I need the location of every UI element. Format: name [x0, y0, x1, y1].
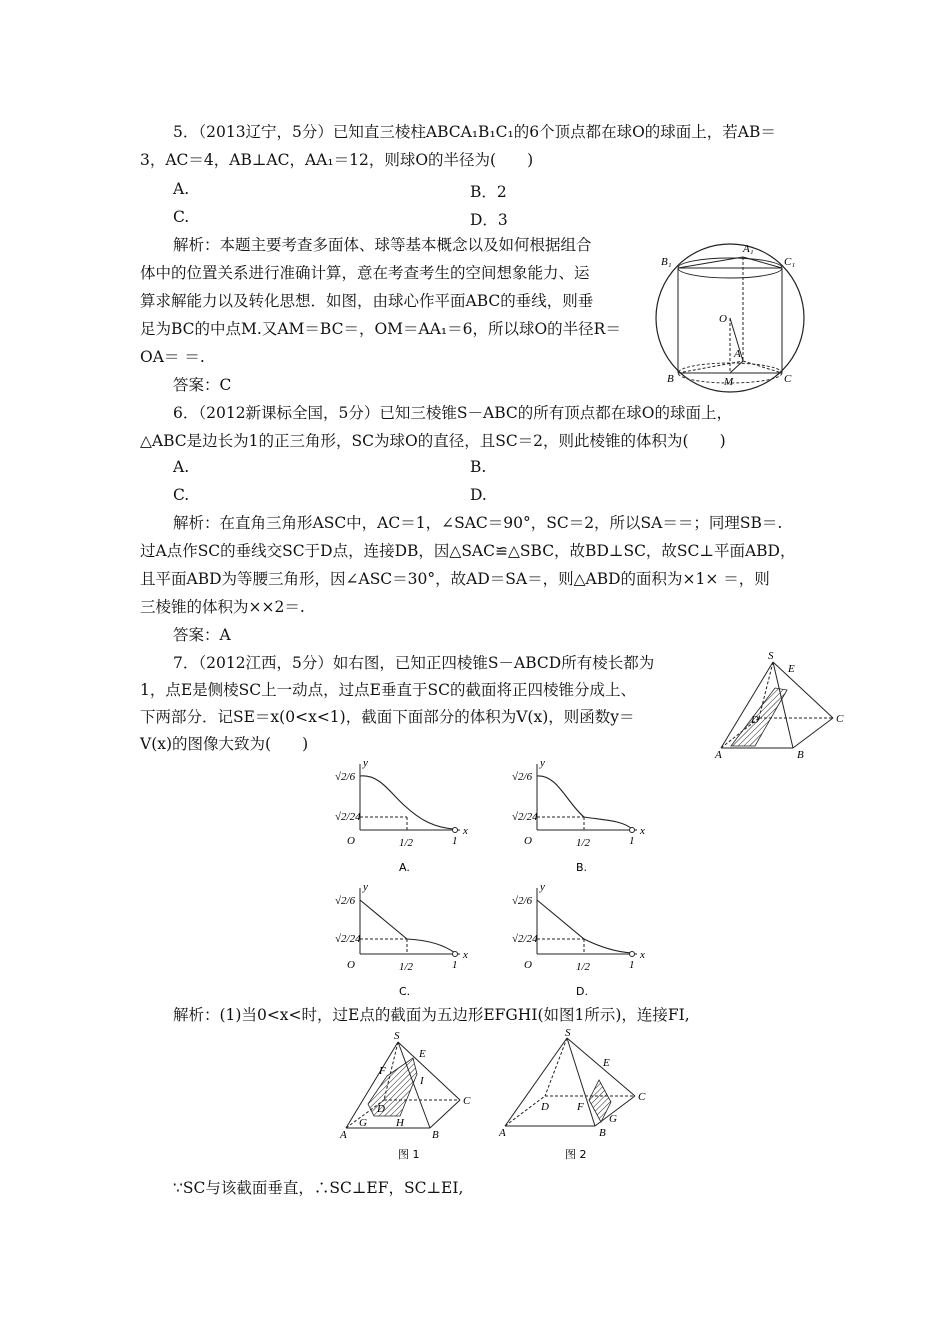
q7-graph-d-ytick-top: √2/6: [512, 895, 533, 907]
q7-graph-d-xtick-half: 1/2: [576, 961, 591, 973]
q7-fig2-label-g: G: [609, 1113, 617, 1125]
q5-solution-line4: 足为BC的中点M.又AM＝BC＝，OM＝AA₁＝6，所以球O的半径R＝: [140, 320, 621, 338]
q7-graph-d-y-axis: y: [540, 881, 545, 893]
q5-option-b: B．2: [470, 183, 507, 201]
q5-fig-label-a: A: [734, 348, 741, 360]
q6-option-b: B.: [470, 458, 487, 476]
q7-figure-2: [495, 1027, 655, 1170]
q7-fig1-label-g: G: [359, 1117, 367, 1129]
q7-graph-b-xtick-half: 1/2: [576, 837, 591, 849]
q7-stem-line1: 7．（2012江西，5分）如右图，已知正四棱锥S－ABCD所有棱长都为: [173, 654, 655, 672]
q7-graph-c-ytick-mid: √2/24: [335, 933, 361, 945]
q7-fig1-label-c: C: [463, 1095, 471, 1107]
q7-graph-d-caption: D.: [576, 985, 588, 998]
q5-solution-line3: 算求解能力以及转化思想．如图，由球心作平面ABC的垂线，则垂: [140, 292, 594, 310]
q6-option-a: A.: [173, 458, 190, 476]
q7-fig1-label-h: H: [396, 1117, 404, 1129]
q5-fig-label-c: C: [784, 373, 792, 385]
q7-fig1-label-b: B: [432, 1129, 439, 1141]
q7-pyr-label-a: A: [715, 749, 722, 761]
q7-fig2-label-b: B: [599, 1127, 606, 1139]
q6-option-c: C.: [173, 486, 190, 504]
q6-solution-line1: 解析：在直角三角形ASC中，AC＝1，∠SAC＝90°，SC＝2，所以SA＝＝；同理SB＝.: [173, 514, 783, 532]
q7-graph-b-ytick-mid: √2/24: [512, 811, 538, 823]
q7-graph-b-y-axis: y: [540, 757, 545, 769]
q7-graph-a-xtick-half: 1/2: [399, 837, 414, 849]
q7-fig1-label-a: A: [340, 1129, 347, 1141]
q7-graph-d-x-axis: x: [640, 949, 645, 961]
q6-stem-line1: 6．（2012新课标全国，5分）已知三棱锥S－ABC的所有顶点都在球O的球面上，: [173, 404, 732, 422]
q7-fig1-label-d: D: [377, 1103, 385, 1115]
q7-fig2-label-a: A: [499, 1127, 506, 1139]
q5-fig-label-c1: C₁: [784, 256, 796, 268]
q6-option-d: D.: [470, 486, 487, 504]
q5-solution-line2: 体中的位置关系进行准确计算，意在考查考生的空间想象能力、运: [140, 264, 590, 282]
q7-fig2-label-e: E: [603, 1057, 610, 1069]
q5-fig-label-o: O: [719, 313, 727, 325]
q7-graph-a-y-axis: y: [363, 757, 368, 769]
q7-graph-c-caption: C.: [399, 985, 411, 998]
q5-answer: 答案：C: [173, 376, 232, 394]
q5-sphere-prism-figure: [645, 235, 815, 395]
q5-solution-line1: 解析：本题主要考查多面体、球等基本概念以及如何根据组合: [173, 236, 592, 254]
q7-graph-c-xtick-one: 1: [452, 959, 458, 971]
q7-graph-a-origin: O: [347, 835, 355, 847]
q7-pyr-label-s: S: [768, 650, 774, 662]
q5-fig-label-a1: A₁: [743, 243, 754, 255]
q5-fig-label-b1: B₁: [661, 256, 672, 268]
q7-graph-d-xtick-one: 1: [629, 959, 635, 971]
q7-pyr-label-c: C: [836, 713, 844, 725]
q7-fig1-label-s: S: [394, 1030, 400, 1042]
q7-pyr-label-e: E: [788, 663, 795, 675]
q5-option-a: A.: [173, 180, 190, 198]
q7-fig1-label-i: I: [420, 1075, 424, 1087]
q5-fig-label-b: B: [667, 373, 674, 385]
q7-graph-a-caption: A.: [399, 861, 410, 874]
q7-graph-c-origin: O: [347, 959, 355, 971]
q7-figure-1: [340, 1030, 480, 1170]
q7-solution-line1: 解析：(1)当0<x<时，过E点的截面为五边形EFGHI(如图1所示)，连接FI,: [173, 1006, 690, 1024]
q7-fig2-label-c: C: [638, 1091, 646, 1103]
q5-stem-line2: 3，AC＝4，AB⊥AC，AA₁＝12，则球O的半径为( ): [140, 151, 534, 169]
q7-graph-c: [335, 882, 475, 1002]
q7-graph-c-y-axis: y: [363, 881, 368, 893]
q7-graph-c-xtick-half: 1/2: [399, 961, 414, 973]
q7-graph-c-x-axis: x: [463, 949, 468, 961]
q7-pyr-label-b: B: [797, 749, 804, 761]
q7-graph-d-ytick-mid: √2/24: [512, 933, 538, 945]
q7-graph-a: [335, 758, 475, 878]
q7-fig1-caption: 图 1: [398, 1148, 420, 1161]
q7-graph-b-x-axis: x: [640, 825, 645, 837]
q7-pyramid-figure: [715, 650, 855, 765]
q6-solution-line3: 且平面ABD为等腰三角形，因∠ASC＝30°，故AD＝SA＝，则△ABD的面积为×1× ＝，则: [140, 570, 770, 588]
q7-fig1-label-e: E: [419, 1048, 426, 1060]
q7-fig1-label-f: F: [379, 1065, 386, 1077]
q6-solution-line2: 过A点作SC的垂线交SC于D点，连接DB，因△SAC≌△SBC，故BD⊥SC，故SC⊥平面ABD，: [140, 542, 796, 560]
q7-graph-a-xtick-one: 1: [452, 835, 458, 847]
q7-stem-line2: 1，点E是侧棱SC上一动点，过点E垂直于SC的截面将正四棱锥分成上、: [140, 681, 636, 699]
q7-graph-d: [512, 882, 652, 1002]
q5-fig-label-m: M: [724, 376, 734, 388]
q5-stem-line1: 5．（2013辽宁，5分）已知直三棱柱ABCA₁B₁C₁的6个顶点都在球O的球面上，若AB＝: [173, 123, 776, 141]
q7-fig2-label-f: F: [577, 1101, 584, 1113]
q6-answer: 答案：A: [173, 626, 231, 644]
q7-graph-a-x-axis: x: [463, 825, 468, 837]
q7-pyr-label-d: D: [751, 714, 759, 726]
q7-graph-a-ytick-mid: √2/24: [335, 811, 361, 823]
q7-fig2-caption: 图 2: [565, 1148, 587, 1161]
q7-solution-line2: ∵SC与该截面垂直，∴SC⊥EF，SC⊥EI,: [173, 1179, 464, 1197]
q7-graph-c-ytick-top: √2/6: [335, 895, 356, 907]
q7-graph-b: [512, 758, 652, 878]
q7-fig2-label-s: S: [565, 1027, 571, 1039]
q5-option-c: C.: [173, 208, 190, 226]
q6-solution-line4: 三棱锥的体积为××2＝.: [140, 598, 305, 616]
q7-graph-b-xtick-one: 1: [629, 835, 635, 847]
q6-stem-line2: △ABC是边长为1的正三角形，SC为球O的直径，且SC＝2，则此棱锥的体积为( ): [140, 432, 726, 450]
q7-graph-b-ytick-top: √2/6: [512, 771, 533, 783]
q5-solution-line5: OA＝ ＝.: [140, 348, 205, 366]
q5-option-d: D．3: [470, 211, 508, 229]
q7-stem-line3: 下两部分．记SE＝x(0<x<1)，截面下面部分的体积为V(x)，则函数y＝: [140, 708, 635, 726]
q7-graph-b-origin: O: [524, 835, 532, 847]
q7-graph-a-ytick-top: √2/6: [335, 771, 356, 783]
q7-fig2-label-d: D: [541, 1101, 549, 1113]
q7-stem-line4: V(x)的图像大致为( ): [140, 735, 309, 753]
q7-graph-d-origin: O: [524, 959, 532, 971]
q7-graph-b-caption: B.: [576, 861, 588, 874]
